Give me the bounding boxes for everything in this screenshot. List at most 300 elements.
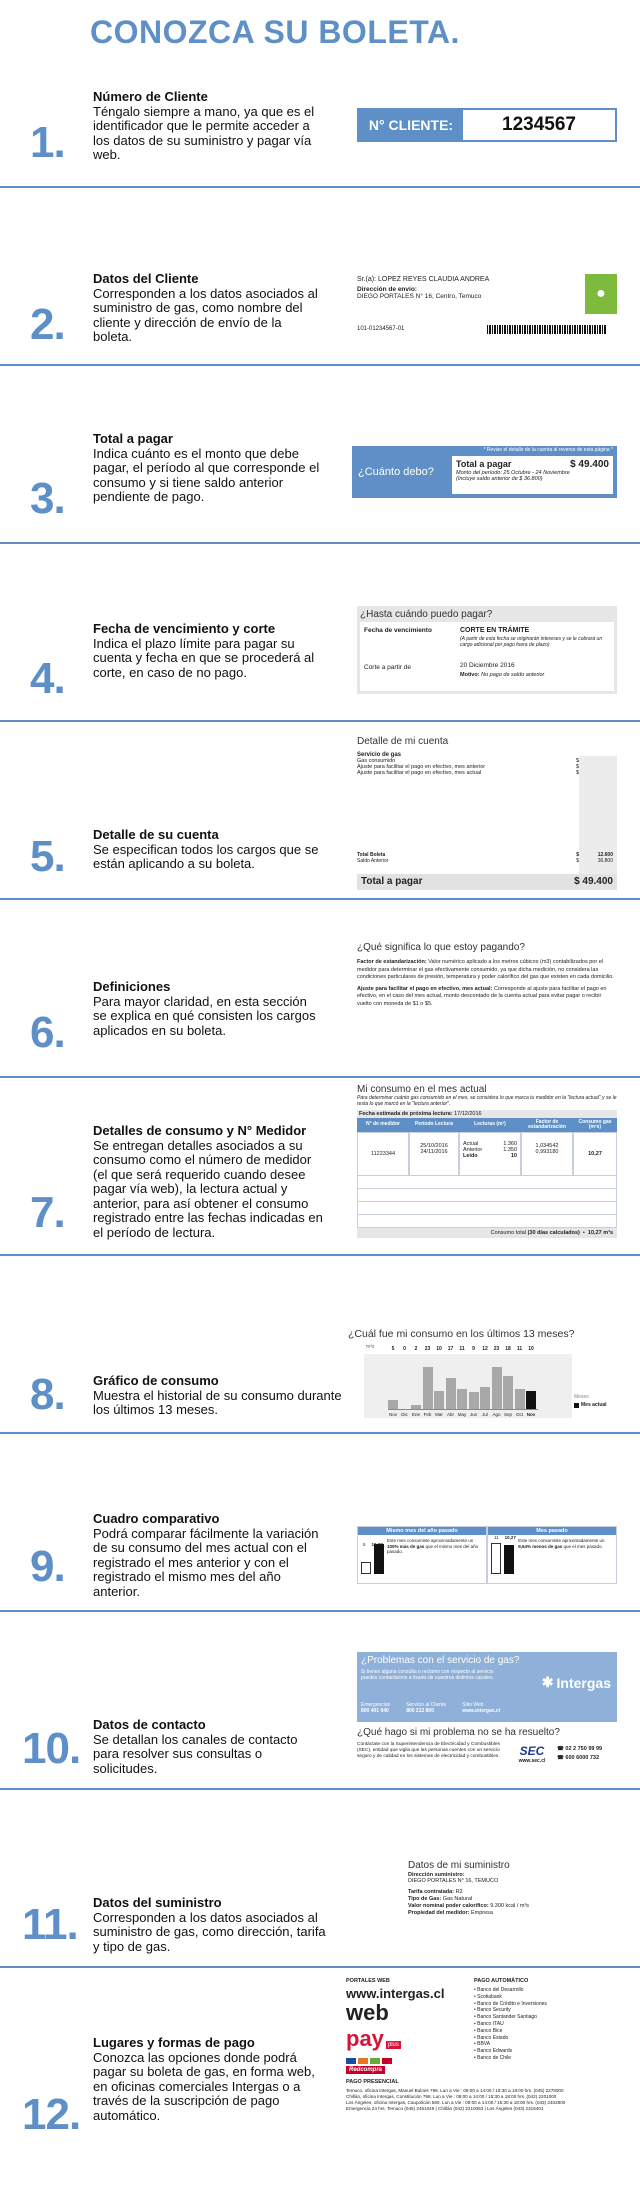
emergency-label: Emergencias (361, 1702, 391, 1708)
cut-label: Corte a partir de (364, 664, 411, 671)
section-text (93, 90, 323, 163)
due-box (360, 622, 614, 691)
section-10 (0, 1614, 640, 1790)
detail-total-currency: $ (576, 858, 579, 864)
previous-balance: (Incluye saldo anterior de $ 36.800) (456, 476, 543, 482)
supply-address-label: Dirección suministro: (408, 1872, 465, 1878)
section-number: 9. (30, 1542, 65, 1591)
detail-item-currency: $ (575, 770, 579, 776)
section-text (93, 272, 323, 345)
shipping-label: Dirección de envío: (357, 286, 417, 293)
comparison-month-header: Mes pasado (488, 1527, 616, 1535)
chart-category-label: Dic (401, 1412, 408, 1417)
detail-items (357, 758, 617, 776)
section-1 (0, 60, 640, 188)
section-3 (0, 368, 640, 544)
chart-bar (480, 1387, 490, 1409)
total-label: Total a pagar (456, 459, 512, 469)
motive-text: No pago de saldo anterior (481, 672, 545, 678)
bank-item (474, 2055, 614, 2062)
redcompra-logo: Redcompra (346, 2066, 385, 2074)
comparison-panel (357, 1526, 617, 1584)
contact-channels (361, 1702, 500, 1714)
status-note: (A partir de esta fecha se originarán intereses y se le cobrará un cargo adicional por pago fuera de plazo) (460, 636, 603, 648)
factor-2: 0,993180 (535, 1149, 559, 1155)
bank-name: Banco Security (477, 2007, 511, 2014)
comparison-month-t1b: 9,64% menos de gas (518, 1543, 563, 1549)
bank-item (474, 2048, 614, 2055)
total-box (452, 456, 613, 494)
grand-total-row (357, 874, 617, 890)
client-number-label: N° CLIENTE: (359, 110, 463, 140)
section-body: Se detallan los canales de contacto para resolver sus consultas o solicitudes. (93, 1731, 298, 1776)
consumption-header-cell: Lecturas (m³) (474, 1121, 506, 1128)
gas-flame-logo: ● (585, 274, 617, 314)
account-detail-panel (357, 736, 617, 892)
section-number: 8. (30, 1370, 65, 1419)
grand-total-amount: $ 49.400 (574, 876, 613, 887)
supply-rows (408, 1889, 608, 1917)
comparison-month-nums (494, 1535, 516, 1540)
sec-phone-2-text: 600 6000 732 (565, 1755, 600, 1761)
chart-bar-current (526, 1391, 536, 1409)
reading-previous-label: Anterior (463, 1147, 483, 1153)
supply-address: DIEGO PORTALES N° 16, TEMUCO (408, 1878, 499, 1884)
section-heading: Fecha de vencimiento y corte (93, 621, 276, 636)
section-heading: Cuadro comparativo (93, 1511, 220, 1526)
consumption-header-cell: Período Lectura (414, 1121, 454, 1128)
comparison-month-t1: Este mes consumiste aproximadamente un (518, 1538, 605, 1543)
client-name: Sr.(a): LOPEZ REYES CLAUDIA ANDREA (357, 276, 490, 283)
intergas-logo-mark: ✱ (541, 1674, 554, 1690)
bank-item (474, 2007, 614, 2014)
consumption-footer: Consumo total (30 días calculados) • 10,27 m³s (357, 1228, 617, 1238)
bank-item (474, 2041, 614, 2048)
unresolved-question: ¿Qué hago si mi problema no se ha resuelto? (357, 1727, 560, 1738)
card-icon-2 (358, 2058, 368, 2064)
chart-bar (469, 1392, 479, 1409)
sec-text: Contáctate con la Superintendencia de Electricidad y Combustibles (SEC), entidad que vigila que las personas cuenten con un servicio seguro y de calidad en los sistemas de electricidad y combustibles. (357, 1742, 500, 1759)
readings (459, 1132, 521, 1176)
chart-category-label: May (457, 1412, 467, 1417)
detail-item-label: Ajuste para facilitar el pago en efectivo, mes actual (357, 770, 482, 776)
definitions-title: ¿Qué significa lo que estoy pagando? (357, 942, 525, 953)
phone-icon: ☎ (557, 1746, 564, 1752)
chart-value-label: 10 (436, 1346, 442, 1352)
period-text: Monto del período: 25 Octubre - 24 Noviembre (456, 470, 570, 476)
emergency-phone: 800 401 040 (361, 1708, 389, 1714)
detail-total-row (357, 858, 617, 864)
bank-item (474, 2021, 614, 2028)
comparison-year-header: Mismo mes del año pasado (358, 1527, 486, 1535)
bank-name: Banco ITAU (477, 2020, 504, 2027)
bullet-icon: • (474, 2007, 478, 2014)
contact-box (357, 1652, 617, 1722)
payment-panel (346, 1978, 618, 2188)
definition-1-term: Factor de estandarización: (357, 959, 427, 965)
section-body: Para mayor claridad, en esta sección se explica en qué consisten los cargos aplicados en su boleta. (93, 993, 316, 1038)
supply-row (408, 1903, 608, 1910)
reading-read: 10 (510, 1153, 517, 1159)
period-end: 24/11/2016 (420, 1149, 448, 1155)
sec-logo-block (507, 1742, 557, 1764)
chart-value-label: 11 (516, 1346, 523, 1352)
section-body: Podrá comparar fácilmente la variación de su consumo del mes actual con el registrado el mes anterior y con el registrado el mismo mes del año anterior. (93, 1525, 319, 1599)
chart-category-label: Abr (446, 1412, 454, 1417)
section-text (93, 432, 323, 505)
section-body: Corresponden a los datos asociados al suministro de gas, como dirección, tarifa y tipo de gas. (93, 1909, 326, 1954)
supply-row-key: Propiedad del medidor: (408, 1910, 470, 1916)
web-label: Sitio Web (462, 1702, 484, 1708)
chart-category-label: Feb (423, 1412, 432, 1417)
definitions-panel (357, 942, 617, 1008)
section-heading: Número de Cliente (93, 89, 208, 104)
chart-legend (574, 1394, 607, 1408)
supply-row-value: 9.300 kcal / m³s (490, 1903, 530, 1909)
section-text (93, 2036, 323, 2123)
supply-row-key: Valor nominal poder calorífico: (408, 1903, 489, 1909)
factor-1: 1,034542 (535, 1143, 559, 1149)
emergency-channel (361, 1702, 390, 1714)
comparison-month-bar-prev (491, 1543, 501, 1574)
supply-row (408, 1889, 608, 1896)
consumption-header-cell: Factor de estandarización (528, 1118, 566, 1130)
supply-row-value: R2 (455, 1889, 463, 1895)
bullet-icon: • (474, 2000, 478, 2007)
chart-bar (434, 1391, 444, 1409)
due-question: ¿Hasta cuándo puedo pagar? (360, 609, 493, 620)
detail-totals (357, 852, 617, 864)
section-number: 1. (30, 118, 65, 167)
section-number: 5. (30, 832, 65, 881)
comparison-year-t1: Este mes consumiste aproximadamente un (387, 1538, 474, 1543)
comparison-year-t1c: que el mismo mes del año pasado. (387, 1543, 479, 1554)
consumption-row (357, 1132, 617, 1176)
footer-value: 10,27 (587, 1230, 602, 1236)
next-reading-row (357, 1110, 617, 1118)
status-text: CORTE EN TRÁMITE (460, 627, 530, 634)
chart-unit: m³s (366, 1344, 375, 1350)
contact-info: Si tienes alguna consulta o reclamo con respecto al servicio puedes contactarnos a través de nuestros distintos canales. (361, 1669, 494, 1681)
office-item: Temuco, oficina Intergas, Manuel Bulnes 798. Lun a Vie : 09:00 a 14:00 / 15:30 a 18:00 hrs. (045) 2278000 (346, 2088, 564, 2093)
bank-name: BBVA (477, 2041, 491, 2048)
definition-1-text: Valor numérico aplicado a los metros cúbicos (m3) contabilizados por el medidor para determinar el gas efectivamente consumido, ya que dicha medición, no considera las condiciones particulares de presión, temperatura y poder calorífico del gas que existen en cada domicilio. (357, 959, 614, 980)
office-item: Los Ángeles, oficina Intergas, Caupolicán 560. Lun a Vie : 09:00 a 14:00 / 15:30 a 18:00 hrs. (043) 2402800 (346, 2100, 566, 2105)
chart-values-row (388, 1346, 538, 1352)
section-11 (0, 1792, 640, 1968)
chart-bar (423, 1367, 433, 1409)
bank-name: Banco de Crédito e Inversiones (477, 2000, 547, 2007)
section-text (93, 1374, 343, 1418)
bullet-icon: • (474, 1987, 478, 1993)
supply-title: Datos de mi suministro (408, 1860, 510, 1871)
legend-months: Meses (574, 1394, 589, 1400)
reading-actual-label: Actual (463, 1141, 479, 1147)
webpay-logo-word2: pay (346, 2026, 384, 2051)
section-text (93, 980, 323, 1038)
chart-bars (388, 1364, 538, 1410)
motive-label: Motivo: (460, 672, 480, 678)
section-number: 4. (30, 654, 65, 703)
definition-2-text: Corresponde al ajuste para facilitar el pago en efectivo, en el caso del mes actual, monto descontado de la cuenta actual para evitar pagar o recibir vuelto con moneda de $1 o $5. (357, 985, 607, 1007)
consumption-title: Mi consumo en el mes actual (357, 1084, 487, 1095)
chart-value-label: 11 (459, 1346, 465, 1352)
consumption-empty-rows (357, 1176, 617, 1228)
chart-value-label: 17 (447, 1346, 454, 1352)
chart-value-label: 5 (391, 1346, 395, 1352)
chart-value-label: 23 (493, 1346, 500, 1352)
cut-motive (460, 672, 544, 678)
comparison-year (357, 1526, 487, 1584)
how-much-question: ¿Cuánto debo? (358, 466, 434, 478)
supply-row (408, 1910, 608, 1917)
section-number: 7. (30, 1188, 65, 1237)
detail-total-label: Total Boleta (357, 852, 386, 858)
section-5 (0, 724, 640, 900)
card-icon-1 (346, 2058, 356, 2064)
chart-bar (492, 1367, 502, 1409)
section-number: 6. (30, 1008, 65, 1057)
intergas-logo (542, 1674, 611, 1691)
section-8 (0, 1258, 640, 1434)
reading-period (409, 1132, 459, 1176)
comparison-month-t1c: que el mes pasado. (563, 1543, 603, 1549)
detail-total-value: 12.600 (597, 852, 613, 858)
comparison-year-t1b: 100% más de gas (387, 1543, 425, 1549)
chart-category-label: Mar (435, 1412, 443, 1417)
client-number-value: 1234567 (502, 114, 576, 135)
bank-name: Banco Santander Santiago (477, 2014, 537, 2021)
chart-bar (515, 1389, 525, 1409)
bank-name: Banco del Desarrollo (477, 1987, 524, 1993)
next-reading-date: 17/12/2016 (454, 1111, 482, 1117)
page-title: CONOZCA SU BOLETA. (90, 14, 460, 50)
section-body: Conozca las opciones donde podrá pagar su boleta de gas, en forma web, en oficinas comerciales Intergas o a través de la suscripción de pago automático. (93, 2049, 315, 2123)
section-body: Téngalo siempre a mano, ya que es el identificador que le permite acceder a los datos de su suministro y pagar vía web. (93, 103, 315, 162)
bullet-icon: • (474, 2048, 478, 2055)
detail-total-value: 36.800 (597, 858, 613, 864)
supply-row-value: Gas Natural (442, 1896, 473, 1902)
comparison-year-text (384, 1538, 483, 1574)
chart-category-label: Jul (482, 1412, 488, 1417)
section-text (93, 622, 323, 680)
detail-total-amount (576, 858, 613, 864)
chart-bar (503, 1376, 513, 1409)
section-heading: Detalles de consumo y N° Medidor (93, 1123, 307, 1138)
chart-category-label: Oct (515, 1412, 523, 1417)
grand-total-label: Total a pagar (361, 876, 423, 887)
section-heading: Lugares y formas de pago (93, 2035, 255, 2050)
footer-label: Consumo total (490, 1230, 527, 1236)
office-item: Emergencia 24 hrs. Temuco (045) 2451049 | Chillán (042) 2210063 | Los Ángeles (043) 2316401 (346, 2106, 544, 2111)
office-list (346, 2088, 618, 2112)
period-start: 25/10/2016 (420, 1143, 448, 1149)
consumption-panel (357, 1084, 617, 1252)
bank-name: Scotiabank (477, 1993, 502, 2000)
chart-category-label: Sep (503, 1412, 512, 1417)
client-data-panel (357, 276, 617, 338)
bank-item (474, 2001, 614, 2008)
detail-total-currency: $ (576, 852, 579, 858)
service-label: Servicio al Cliente (406, 1702, 447, 1708)
office-item: Chillán, oficina Intergas, Constitución 798. Lun a Vie : 09:00 a 14:00 / 15:30 a 18:00 hrs. (042) 2201000 (346, 2094, 557, 2099)
chart-bar (457, 1389, 467, 1409)
definition-1 (357, 959, 617, 982)
sec-phone-2 (557, 1755, 602, 1761)
chart-value-label: 9 (472, 1346, 475, 1352)
section-heading: Datos del suministro (93, 1895, 222, 1910)
cut-date: 20 Diciembre 2016 (460, 662, 515, 669)
sec-logo: SEC (519, 1744, 545, 1758)
comparison-year-bar-prev (361, 1562, 371, 1574)
chart-value-label: 12 (482, 1346, 488, 1352)
total-amount: $ 49.400 (570, 459, 609, 470)
supply-panel (408, 1860, 608, 1917)
auto-payment-label: PAGO AUTOMÁTICO (474, 1978, 529, 1984)
supply-row-key: Tipo de Gas: (408, 1896, 442, 1902)
consumption-headers (357, 1118, 617, 1132)
supply-row (408, 1896, 608, 1903)
contact-panel (357, 1652, 617, 1782)
client-number-box (357, 108, 617, 142)
sec-row (357, 1742, 617, 1764)
detail-group: Servicio de gas (357, 752, 402, 758)
comparison-month (487, 1526, 617, 1584)
section-9 (0, 1436, 640, 1612)
section-number: 11. (22, 1900, 78, 1949)
comparison-year-v2: 10,27 (371, 1542, 383, 1547)
chart-bar (388, 1400, 398, 1409)
chart-value-label: 10 (528, 1346, 534, 1352)
review-banner: * Revise el detalle de la cuenta al reverso de esta página * (483, 447, 613, 453)
legend-current-swatch (574, 1403, 579, 1408)
section-body: Muestra el historial de su consumo durante los últimos 13 meses. (93, 1387, 342, 1417)
comparison-month-v1: 11 (494, 1535, 499, 1540)
sec-phones (557, 1742, 602, 1764)
definition-2 (357, 986, 617, 1009)
section-4 (0, 546, 640, 722)
section-heading: Datos de contacto (93, 1717, 206, 1732)
section-heading: Gráfico de consumo (93, 1373, 219, 1388)
bank-list (474, 1987, 614, 2062)
chart-category-label: Nov (526, 1412, 536, 1417)
section-number: 2. (30, 300, 65, 349)
web-link[interactable]: www.intergas.cl (462, 1708, 501, 1714)
bullet-icon: • (474, 2041, 478, 2048)
comparison-year-nums (363, 1542, 383, 1547)
bank-item (474, 1987, 614, 1994)
in-person-label: PAGO PRESENCIAL (346, 2079, 399, 2085)
legend-current-label: Mes actual (581, 1402, 607, 1408)
detail-item-currency: $ (575, 758, 579, 764)
shipping-address: DIEGO PORTALES N° 16, Centro, Temuco (357, 293, 482, 300)
chart-category-label: Ago (492, 1412, 501, 1417)
consumption-value: 10,27 (573, 1132, 617, 1176)
section-number: 12. (22, 2090, 81, 2139)
intergas-site[interactable]: www.intergas.cl (346, 1986, 445, 2001)
service-channel (406, 1702, 446, 1714)
detail-total-label: Saldo Anterior (357, 858, 389, 864)
bank-name: Banco Estado (477, 2034, 509, 2041)
consumption-header-cell: N° de medidor (366, 1121, 400, 1128)
bank-item (474, 2014, 614, 2021)
footer-unit: m³s (603, 1230, 613, 1236)
bullet-icon: • (474, 2054, 478, 2061)
legend-current (574, 1402, 607, 1408)
section-12 (0, 1970, 640, 2193)
bank-name: Banco Edwards (477, 2048, 513, 2055)
contact-question: ¿Problemas con el servicio de gas? (361, 1655, 520, 1666)
detail-item-currency: $ (575, 764, 579, 770)
card-icon-4 (382, 2058, 392, 2064)
bank-item (474, 1994, 614, 2001)
chart-value-label: 18 (505, 1346, 511, 1352)
section-number: 10. (22, 1724, 81, 1773)
comparison-month-values (491, 1538, 515, 1574)
chart-category-label: Nov (388, 1412, 397, 1417)
web-channel (462, 1702, 500, 1714)
consumption-chart-panel (348, 1328, 618, 1428)
card-icon-3 (370, 2058, 380, 2064)
section-text (93, 1718, 323, 1776)
section-text (93, 1896, 333, 1954)
meter-number: 11223344 (357, 1132, 409, 1176)
bank-item (474, 2028, 614, 2035)
factors (521, 1132, 573, 1176)
chart-bar (411, 1405, 421, 1409)
chart-value-label: 23 (424, 1346, 431, 1352)
section-heading: Total a pagar (93, 431, 173, 446)
comparison-month-text (515, 1538, 613, 1574)
chart-category-label: Ene (411, 1412, 420, 1417)
section-6 (0, 902, 640, 1078)
due-date-panel (357, 606, 617, 694)
section-body: Indica cuánto es el monto que debe pagar, el período al que corresponde el consumo y si tiene saldo anterior pendiente de pago. (93, 445, 320, 504)
consumption-note: Para determinar cuánto gas consumido en el mes, se considera lo que marca tu medidor en la "lectura actual" y se le resta lo que marcó en la "lectura anterior". (357, 1095, 617, 1107)
comparison-month-bar-cur (504, 1545, 514, 1574)
section-body: Indica el plazo límite para pagar su cuenta y fecha en que se procederá al corte, en caso de no pago. (93, 635, 315, 680)
sec-phone-1 (557, 1746, 602, 1752)
sec-web[interactable]: www.sec.cl (518, 1758, 546, 1764)
chart-categories (388, 1412, 538, 1417)
detail-title: Detalle de mi cuenta (357, 736, 449, 747)
bullet-icon: • (474, 2027, 478, 2034)
client-code: 101-01234567-01 (357, 326, 405, 332)
section-text (93, 1512, 323, 1599)
supply-row-value: Empresa (470, 1910, 493, 1916)
barcode (487, 325, 607, 334)
section-heading: Datos del Cliente (93, 271, 199, 286)
chart-bar (446, 1378, 456, 1409)
chart-value-label: 0 (403, 1346, 406, 1352)
section-2 (0, 190, 640, 366)
section-number: 3. (30, 474, 65, 523)
section-text (93, 828, 323, 872)
reading-previous: 1.350 (503, 1147, 517, 1153)
service-phone: 800 212 800 (406, 1708, 434, 1714)
bank-name: Banco de Chile (477, 2054, 512, 2061)
due-label: Fecha de vencimiento (364, 627, 432, 634)
sec-phone-1-text: 02 2 750 99 99 (565, 1746, 603, 1752)
bank-name: Banco Bice (477, 2027, 503, 2034)
web-portals-label: PORTALES WEB (346, 1978, 390, 1984)
section-body: Se especifican todos los cargos que se están aplicando a su boleta. (93, 841, 319, 871)
webpay-logo-word1: web (346, 2000, 389, 2025)
section-body: Corresponden a los datos asociados al suministro de gas, como nombre del cliente y dirección de envío de la boleta. (93, 285, 318, 344)
detail-item-label: Gas consumido (357, 758, 396, 764)
next-reading-label: Fecha estimada de próxima lectura: (359, 1111, 453, 1117)
total-panel (352, 446, 617, 498)
